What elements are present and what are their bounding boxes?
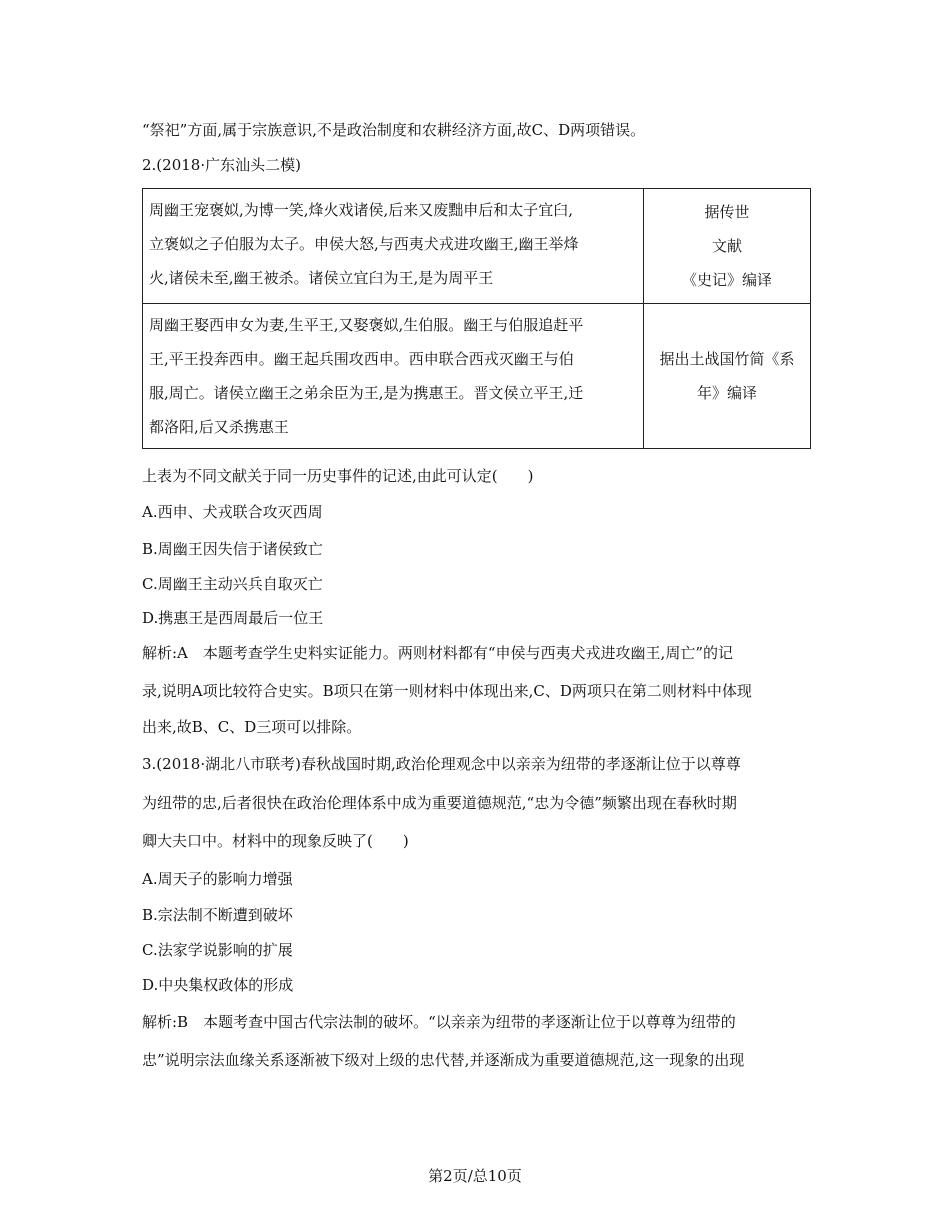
table-cell-text	[143, 304, 644, 449]
table-cell-source	[644, 189, 811, 304]
previous-answer-tail: “祭祀”方面,属于宗族意识,不是政治制度和农耕经济方面,故C、D两项错误。	[142, 121, 646, 139]
table-text-line: 王,平王投奔西申。幽王起兵围攻西申。西申联合西戎灭幽王与伯	[149, 350, 574, 368]
question-3-option-a: A.周天子的影响力增强	[142, 870, 293, 888]
source-line: 《史记》编译	[681, 271, 772, 289]
table-row	[143, 189, 811, 304]
source-comparison-table	[142, 188, 811, 449]
question-2-option-a: A.西申、犬戎联合攻灭西周	[142, 503, 323, 521]
question-3-option-d: D.中央集权政体的形成	[142, 976, 294, 994]
source-line: 年》编译	[696, 384, 757, 402]
table-text-line: 周幽王宠褒姒,为博一笑,烽火戏诸侯,后来又废黜申后和太子宜臼,	[149, 201, 574, 219]
source-line: 文献	[711, 237, 742, 255]
question-2-header: 2.(2018·广东汕头二模)	[142, 156, 301, 174]
page-number-footer: 第2页/总10页	[428, 1167, 522, 1185]
table-cell-text	[143, 189, 644, 304]
question-2-option-c: C.周幽王主动兴兵自取灭亡	[142, 575, 323, 593]
question-2-stem: 上表为不同文献关于同一历史事件的记述,由此可认定( )	[142, 467, 534, 485]
question-3-option-b: B.宗法制不断遭到破坏	[142, 906, 293, 924]
table-text-line: 周幽王娶西申女为妻,生平王,又娶褒姒,生伯服。幽王与伯服追赶平	[149, 316, 584, 334]
table-row	[143, 304, 811, 449]
question-3-analysis-line: 忠”说明宗法血缘关系逐渐被下级对上级的忠代替,并逐渐成为重要道德规范,这一现象的出现	[142, 1051, 745, 1069]
table-text-line: 都洛阳,后又杀携惠王	[149, 418, 289, 436]
table-text-line: 立褒姒之子伯服为太子。申侯大怒,与西夷犬戎进攻幽王,幽王举烽	[149, 235, 579, 253]
question-2-option-d: D.携惠王是西周最后一位王	[142, 609, 324, 627]
source-line: 据传世	[704, 203, 750, 221]
question-3-stem-line: 卿大夫口中。材料中的现象反映了( )	[142, 832, 409, 850]
question-2-analysis-line: 出来,故B、C、D三项可以排除。	[142, 718, 362, 736]
table-cell-source	[644, 304, 811, 449]
table-text-line: 火,诸侯未至,幽王被杀。诸侯立宜臼为王,是为周平王	[149, 269, 494, 287]
question-2-option-b: B.周幽王因失信于诸侯致亡	[142, 540, 323, 558]
source-line: 据出土战国竹简《系	[659, 350, 795, 368]
table-text-line: 服,周亡。诸侯立幽王之弟余臣为王,是为携惠王。晋文侯立平王,迁	[149, 384, 584, 402]
question-2-analysis-line: 解析:A 本题考查学生史料实证能力。两则材料都有“申侯与西夷犬戎进攻幽王,周亡”的记	[142, 644, 733, 662]
question-3-stem-line: 3.(2018·湖北八市联考)春秋战国时期,政治伦理观念中以亲亲为纽带的孝逐渐让位于以尊尊	[142, 755, 741, 773]
question-2-analysis-line: 录,说明A项比较符合史实。B项只在第一则材料中体现出来,C、D两项只在第二则材料中体现	[142, 682, 752, 700]
question-3-stem-line: 为纽带的忠,后者很快在政治伦理体系中成为重要道德规范,“忠为令德”频繁出现在春秋时期	[142, 794, 737, 812]
question-3-option-c: C.法家学说影响的扩展	[142, 941, 293, 959]
question-3-analysis-line: 解析:B 本题考查中国古代宗法制的破坏。“以亲亲为纽带的孝逐渐让位于以尊尊为纽带的	[142, 1013, 736, 1031]
